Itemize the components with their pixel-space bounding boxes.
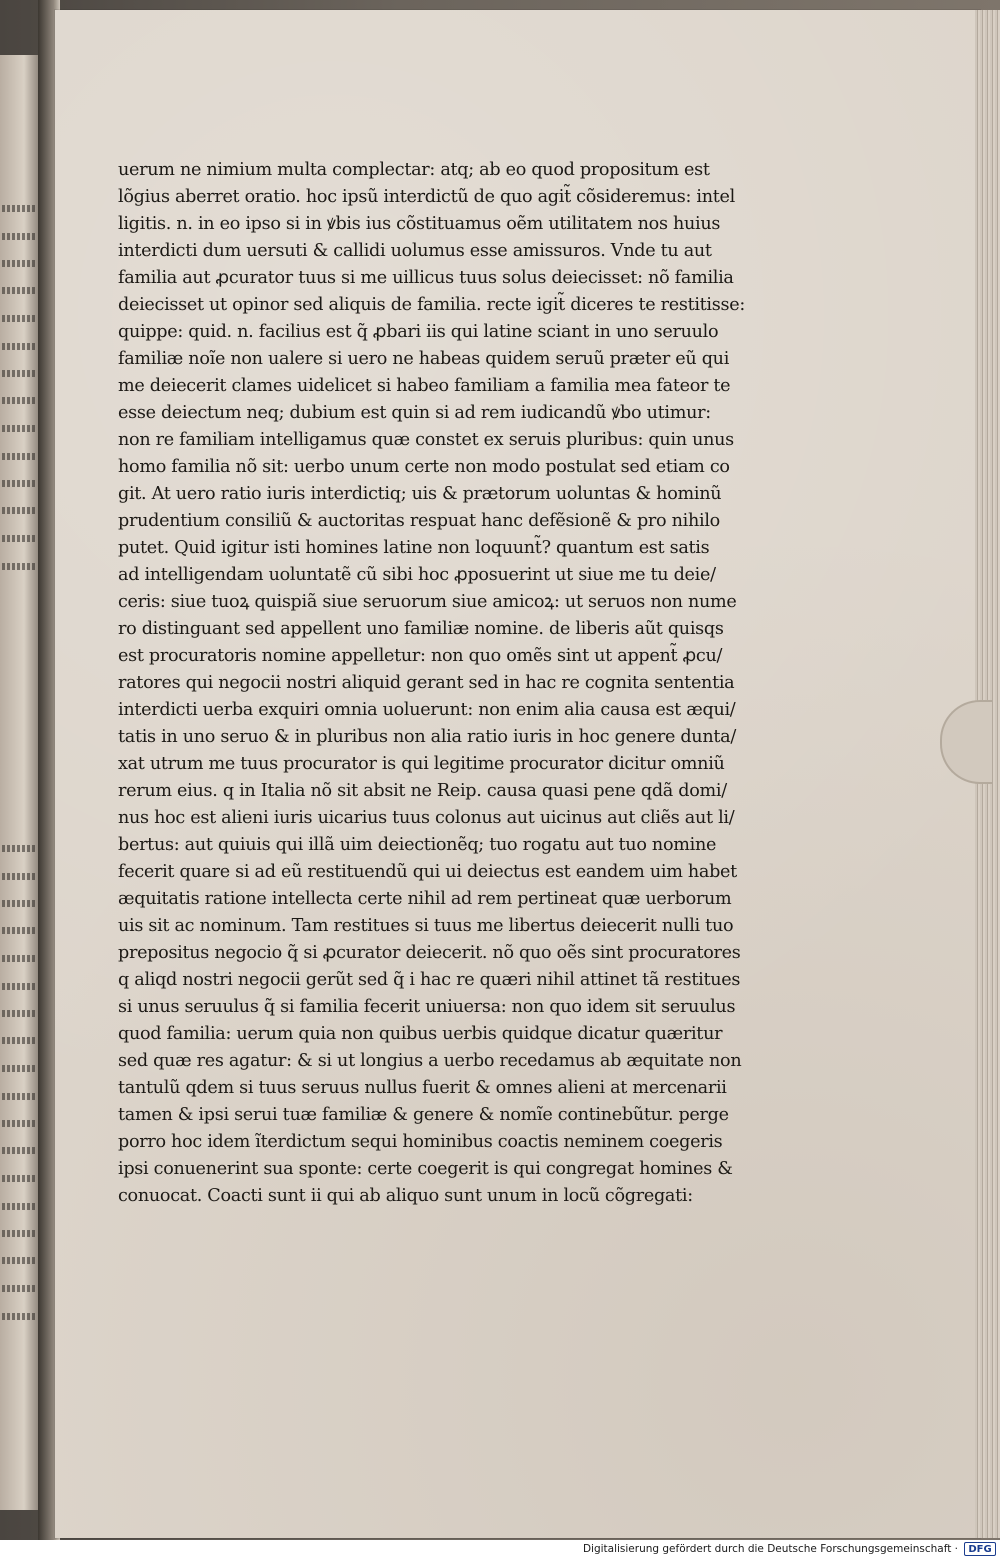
text-line: git. At uero ratio iuris interdictiq; uis & prætorum uoluntas & hominũ	[118, 484, 722, 504]
text-line: rerum eius. q in Italia nõ sit absit ne Reip. causa quasi pene qdã domi/	[118, 781, 727, 801]
text-line: q aliqd nostri negocii gerũt sed q̃ i hac re quæri nihil attinet tã restitues	[118, 970, 741, 990]
dfg-logo: DFG	[964, 1542, 996, 1556]
text-line: familiæ noĩe non ualere si uero ne habeas quidem seruũ præter eũ qui	[118, 349, 730, 369]
text-line: putet. Quid igitur isti homines latine non loquunt̃? quantum est satis	[118, 538, 710, 558]
text-line: ro distinguant sed appellent uno familiæ nomine. de liberis aũt quisqs	[118, 619, 724, 639]
text-line: uis sit ac nominum. Tam restitues si tuus me libertus deiecerit nulli tuo	[118, 916, 734, 936]
text-line: ligitis. n. in eo ipso si in ꝟbis ius cõstituamus oẽm utilitatem nos huius	[118, 214, 721, 234]
text-line: conuocat. Coacti sunt ii qui ab aliquo sunt unum in locũ cõgregati:	[118, 1186, 693, 1206]
text-line: prudentium consiliũ & auctoritas respuat hanc defẽsionẽ & pro nihilo	[118, 511, 720, 531]
text-line: me deiecerit clames uidelicet si habeo familiam a familia mea fateor te	[118, 376, 731, 396]
printed-text-block	[118, 157, 758, 1210]
text-line: deiecisset ut opinor sed aliquis de familia. recte igit̃ diceres te restitisse:	[118, 295, 745, 315]
text-line: uerum ne nimium multa complectar: atq; ab eo quod propositum est	[118, 160, 710, 180]
text-line: quod familia: uerum quia non quibus uerbis quidque dicatur quæritur	[118, 1024, 723, 1044]
text-line: familia aut ꝓcurator tuus si me uillicus tuus solus deiecisset: nõ familia	[118, 268, 734, 288]
text-line: ipsi conuenerint sua sponte: certe coegerit is qui congregat homines &	[118, 1159, 733, 1179]
text-line: tatis in uno seruo & in pluribus non alia ratio iuris in hoc genere dunta/	[118, 727, 736, 747]
text-line: si unus seruulus q̃ si familia fecerit uniuersa: non quo idem sit seruulus	[118, 997, 736, 1017]
text-line: esse deiectum neq; dubium est quin si ad rem iudicandũ ꝟbo utimur:	[118, 403, 711, 423]
text-line: porro hoc idem ĩterdictum sequi hominibus coactis neminem coegeris	[118, 1132, 723, 1152]
text-line: xat utrum me tuus procurator is qui legitime procurator dicitur omniũ	[118, 754, 725, 774]
text-line: est procuratoris nomine appelletur: non quo omẽs sint ut appent̃ ꝓcu/	[118, 646, 723, 666]
text-line: æquitatis ratione intellecta certe nihil ad rem pertineat quæ uerborum	[118, 889, 732, 909]
text-line: homo familia nõ sit: uerbo unum certe non modo postulat sed etiam co	[118, 457, 730, 477]
text-line: interdicti dum uersuti & callidi uolumus esse amissuros. Vnde tu aut	[118, 241, 712, 261]
text-line: sed quæ res agatur: & si ut longius a uerbo recedamus ab æquitate non	[118, 1051, 742, 1071]
text-line: fecerit quare si ad eũ restituendũ qui ui deiectus est eandem uim habet	[118, 862, 737, 882]
text-line: nus hoc est alieni iuris uicarius tuus colonus aut uicinus aut cliẽs aut li/	[118, 808, 735, 828]
text-line: tamen & ipsi serui tuæ familiæ & genere & nomĩe continebũtur. perge	[118, 1105, 729, 1125]
text-line: ratores qui negocii nostri aliquid gerant sed in hac re cognita sententia	[118, 673, 735, 693]
facing-page-edge	[0, 55, 40, 1510]
text-line: interdicti uerba exquiri omnia uoluerunt: non enim alia causa est æqui/	[118, 700, 736, 720]
text-line: tantulũ qdem si tuus seruus nullus fuerit & omnes alieni at mercenarii	[118, 1078, 727, 1098]
text-line: non re familiam intelligamus quæ constet ex seruis pluribus: quin unus	[118, 430, 734, 450]
text-line: lõgius aberret oratio. hoc ipsũ interdictũ de quo agit̃ cõsideremus: intel	[118, 187, 735, 207]
text-line: quippe: quid. n. facilius est q̃ ꝓbari iis qui latine sciant in uno seruulo	[118, 322, 719, 342]
text-line: ceris: siue tuoꝝ quispiã siue seruorum siue amicoꝝ: ut seruos non nume	[118, 592, 737, 612]
text-line: ad intelligendam uoluntatẽ cũ sibi hoc ꝓposuerint ut siue me tu deie/	[118, 565, 716, 585]
footer-credit: Digitalisierung gefördert durch die Deutsche Forschungsgemeinschaft ·	[582, 1543, 958, 1555]
text-line: prepositus negocio q̃ si ꝓcurator deiecerit. nõ quo oẽs sint procuratores	[118, 943, 741, 963]
text-line: bertus: aut quiuis qui illã uim deiectionẽq; tuo rogatu aut tuo nomine	[118, 835, 717, 855]
